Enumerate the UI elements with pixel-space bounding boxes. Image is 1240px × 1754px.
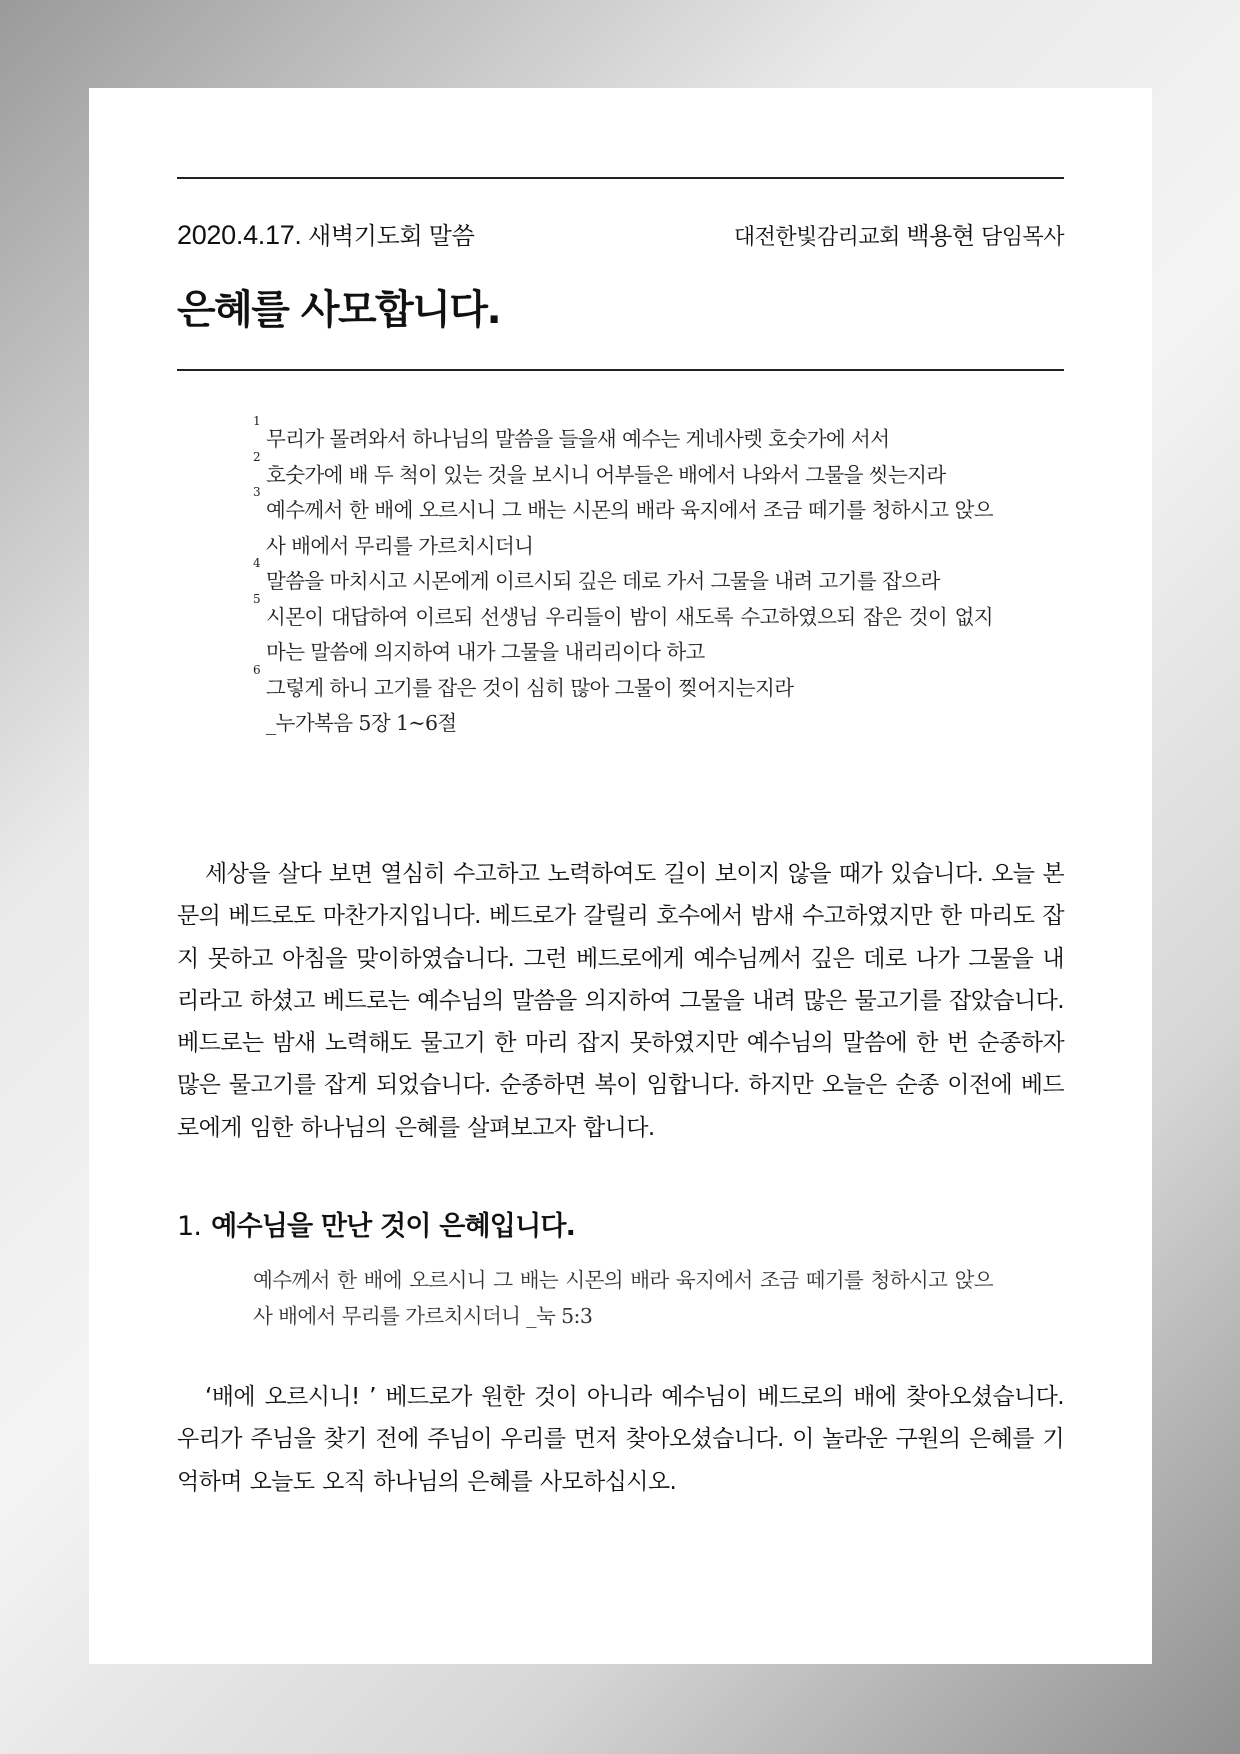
top-rule — [177, 177, 1064, 179]
verse-text: 호숫가에 배 두 척이 있는 것을 보시니 어부들은 배에서 나와서 그물을 씻는지라 — [266, 462, 946, 487]
scripture-source: _누가복음 5장 1~6절 — [266, 711, 457, 735]
verse-number: 4 — [253, 556, 261, 570]
verse-text: 무리가 몰려와서 하나님의 말씀을 들을새 예수는 게네사렛 호숫가에 서서 — [266, 427, 890, 451]
service-name: 새벽기도회 말씀 — [308, 223, 475, 250]
section-number: 1. — [177, 1211, 202, 1242]
verse-number: 1 — [253, 414, 261, 428]
verse — [253, 662, 993, 707]
verse-text: 예수께서 한 배에 오르시니 그 배는 시몬의 배라 육지에서 조금 떼기를 청하시고 앉으사 배에서 무리를 가르치시더니 — [266, 498, 993, 558]
verse-number: 2 — [253, 449, 261, 464]
verse-number: 6 — [253, 662, 261, 677]
verse — [253, 414, 993, 458]
church-name: 대전한빛감리교회 — [733, 225, 900, 250]
title-rule — [177, 369, 1064, 371]
intro-paragraph: 세상을 살다 보면 열심히 수고하고 노력하여도 길이 보이지 않을 때가 있습니다. 오늘 본문의 베드로도 마찬가지입니다. 베드로가 갈릴리 호수에서 밤새 수고하였지만 한 마리도 잡지 못하고 아침을 맞이하였습니다. 그런 베드로에게 예수님께서 깊은 데로 나가 그물을 내리라고 하셨고 베드로는 예수님의 말씀을 의지하여 그물을 내려 많은 물고기를 잡았습니다. 베드로는 밤새 노력해도 물고기 한 마리 잡지 못하였지만 예수님의 말씀에 한 번 순종하자 많은 물고기를 잡게 되었습니다. 순종하면 복이 임합니다. 하지만 오늘은 순종 이전에 베드로에게 임한 하나님의 은혜를 살펴보고자 합니다. — [177, 861, 1064, 1141]
sermon-meta — [177, 216, 1064, 256]
verse — [253, 485, 993, 564]
pastor-title: 담임목사 — [980, 225, 1064, 250]
verse — [253, 449, 993, 494]
sermon-date: 2020.4.17. — [177, 220, 302, 250]
document-page — [89, 88, 1152, 1664]
verse — [253, 556, 993, 600]
section-heading — [177, 1204, 575, 1243]
pastor-name: 백용현 — [906, 222, 975, 250]
verse — [253, 591, 993, 671]
verse-text: 말씀을 마치시고 시몬에게 이르시되 깊은 데로 가서 그물을 내려 고기를 잡으라 — [266, 569, 940, 593]
preacher-line — [734, 216, 1064, 251]
sermon-date-line — [177, 216, 475, 251]
scripture-passage — [253, 414, 993, 742]
verse-text: 시몬이 대답하여 이르되 선생님 우리들이 밤이 새도록 수고하였으되 잡은 것이 없지마는 말씀에 의지하여 내가 그물을 내리리이다 하고 — [266, 604, 993, 664]
verse-number: 3 — [253, 485, 261, 499]
sermon-title: 은혜를 사모합니다. — [177, 287, 501, 333]
section-quote: 예수께서 한 배에 오르시니 그 배는 시몬의 배라 육지에서 조금 떼기를 청하시고 앉으사 배에서 무리를 가르치시더니 _눅 5:3 — [253, 1268, 993, 1328]
verse-text: 그렇게 하니 고기를 잡은 것이 심히 많아 그물이 찢어지는지라 — [266, 675, 794, 700]
section-paragraph: ‘배에 오르시니! ’ 베드로가 원한 것이 아니라 예수님이 베드로의 배에 찾아오셨습니다. 우리가 주님을 찾기 전에 주님이 우리를 먼저 찾아오셨습니다. 이 놀라운 구원의 은혜를 기억하며 오늘도 오직 하나님의 은혜를 사모하십시오. — [177, 1384, 1064, 1495]
verse-number: 5 — [253, 591, 261, 606]
section-heading-text: 예수님을 만난 것이 은혜입니다. — [211, 1211, 576, 1242]
